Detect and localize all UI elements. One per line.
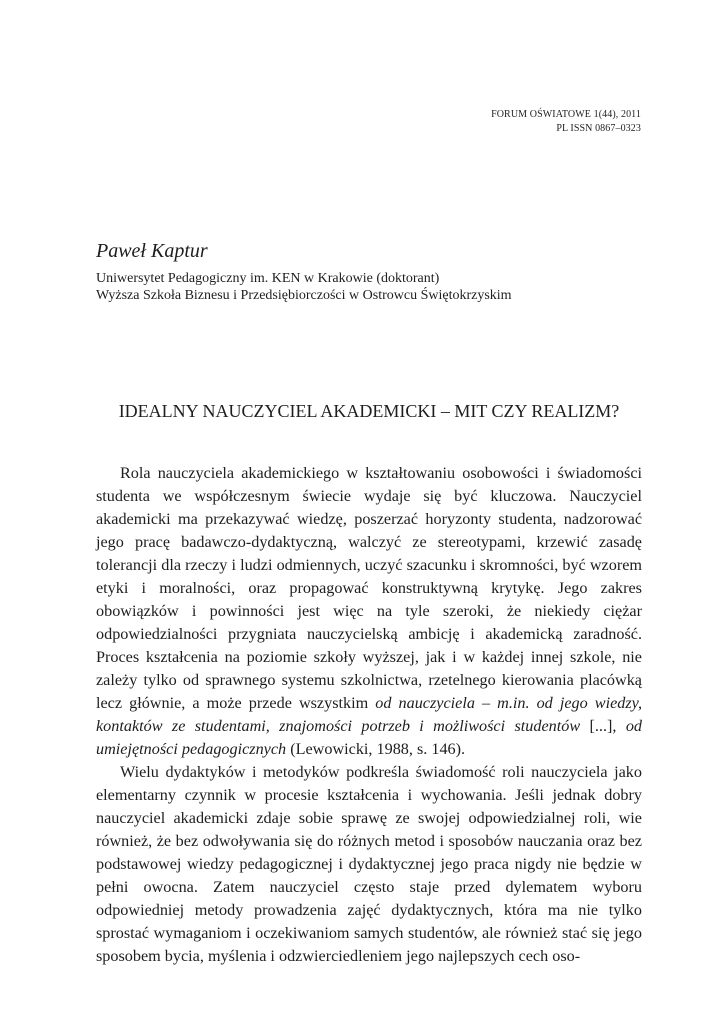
author-name: Paweł Kaptur [96,240,208,262]
author-affiliations [96,270,512,304]
paragraph-1-citation: (Lewowicki, 1988, s. 146). [286,740,466,758]
paragraph-1-ellipsis: [...], [580,717,626,735]
paragraph-1-quote-1: od nauczyciela – m.in. od jego wiedzy, kontaktów ze studentami, znajomości potrzeb i możliwości studentów [96,694,642,735]
article-body [96,462,642,968]
journal-issn: PL ISSN 0867–0323 [556,123,641,134]
paragraph-1 [96,462,642,761]
affiliation-1: Uniwersytet Pedagogiczny im. KEN w Krakowie (doktorant) [96,271,440,286]
journal-info [491,108,641,136]
paragraph-1-quote-2: od umiejętności pedagogicznych [96,717,642,758]
journal-citation: FORUM OŚWIATOWE 1(44), 2011 [491,109,641,120]
paragraph-2: Wielu dydaktyków i metodyków podkreśla świadomość roli nauczyciela jako elementarny czynnik w procesie kształcenia i wychowania. Jeśli jednak dobry nauczyciel akademicki zdaje sobie sprawę ze swojej odpowiedzialnej roli, wie również, że bez odwoływania się do różnych metod i sposobów nauczania oraz bez podstawowej wiedzy pedagogicznej i dydaktycznej jego praca nigdy nie będzie w pełni owocna. Zatem nauczyciel często staje przed dylematem wyboru odpowiedniej metody prowadzenia zajęć dydaktycznych, która ma nie tylko sprostać wymaganiom i oczekiwaniom samych studentów, ale również stać się jego sposobem bycia, myślenia i odzwierciedleniem jego najlepszych cech oso- [96,763,642,965]
paragraph-1-text: Rola nauczyciela akademickiego w kształtowaniu osobowości i świadomości studenta we współczesnym świecie wydaje się być kluczowa. Nauczyciel akademicki ma przekazywać wiedzę, poszerzać horyzonty studenta, nadzorować jego pracę badawczo-dydaktyczną, walczyć ze stereotypami, krzewić zasadę tolerancji dla rzeczy i ludzi odmiennych, uczyć szacunku i skromności, być wzorem etyki i moralności, oraz propagować konstruktywną krytykę. Jego zakres obowiązków i powinności jest więc na tyle szeroki, że niekiedy ciężar odpowiedzialności przygniata nauczycielską ambicję i akademicką zaradność. Proces kształcenia na poziomie szkoły wyższej, jak i w każdej innej szkole, nie zależy tylko od sprawnego systemu szkolnictwa, rzetelnego kierowania placówką lecz głównie, a może przede wszystkim [96,464,642,712]
affiliation-2: Wyższa Szkoła Biznesu i Przedsiębiorczości w Ostrowcu Świętokrzyskim [96,288,512,303]
article-title: IDEALNY NAUCZYCIEL AKADEMICKI – MIT CZY REALIZM? [118,401,620,421]
